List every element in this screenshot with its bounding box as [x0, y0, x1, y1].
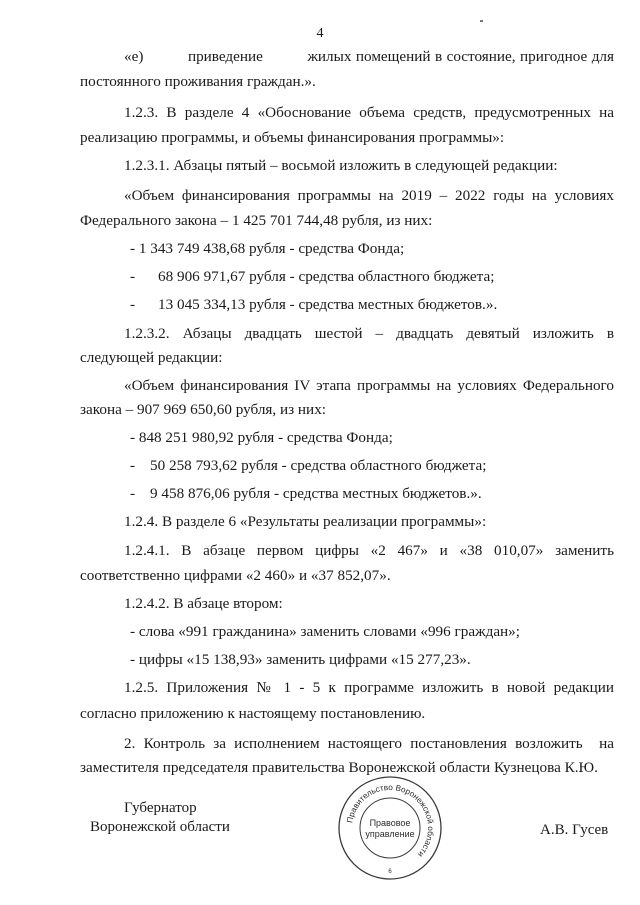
stamp-center-line-2: управление: [365, 829, 415, 839]
list-dash: -: [130, 296, 136, 313]
paragraph-line: Федерального закона – 1 425 701 744,48 рубля, из них:: [80, 212, 433, 229]
paragraph-line: 1.2.4. В разделе 6 «Результаты реализации программы»:: [124, 513, 487, 530]
list-dash: -: [130, 485, 136, 502]
paragraph-line: реализацию программы, и объемы финансирования программы»:: [80, 129, 505, 146]
list-item: - цифры «15 138,93» заменить цифрами «15 277,23».: [130, 651, 471, 668]
page-number: 4: [316, 26, 324, 41]
paragraph-line: следующей редакции:: [80, 349, 223, 366]
list-item: - 848 251 980,92 рубля - средства Фонда;: [130, 429, 393, 446]
paragraph-line: «Объем финансирования IV этапа программы на условиях Федерального: [124, 377, 614, 394]
paragraph-line: закона – 907 969 650,60 рубля, из них:: [80, 401, 327, 418]
paragraph-line: 1.2.4.2. В абзаце втором:: [124, 595, 283, 612]
list-item: [130, 484, 482, 504]
signatory-title: Губернатор: [124, 800, 197, 816]
paragraph-line: 2. Контроль за исполнением настоящего постановления возложить на: [124, 735, 614, 752]
signatory-region: Воронежской области: [90, 819, 230, 835]
paragraph-line: заместителя председателя правительства Воронежской области Кузнецова К.Ю.: [80, 759, 598, 776]
list-item-text: 9 458 876,06 рубля - средства местных бюджетов.».: [150, 485, 482, 502]
list-dash: -: [130, 268, 136, 285]
official-stamp: [337, 775, 443, 881]
paragraph-line: «Объем финансирования программы на 2019 – 2022 годы на условиях: [124, 187, 614, 204]
paragraph-line: 1.2.3.2. Абзацы двадцать шестой – двадцать девятый изложить в: [124, 325, 614, 342]
paragraph-line: постоянного проживания граждан.».: [80, 73, 316, 90]
list-item: [130, 295, 497, 315]
list-item-text: 13 045 334,13 рубля - средства местных бюджетов.».: [158, 296, 498, 313]
list-item: [130, 267, 494, 287]
list-item: [130, 456, 486, 476]
paragraph-line: согласно приложению к настоящему постановлению.: [80, 705, 426, 722]
list-item-text: 68 906 971,67 рубля - средства областного бюджета;: [158, 268, 495, 285]
paragraph-line: 1.2.5. Приложения № 1 - 5 к программе изложить в новой редакции: [124, 679, 614, 696]
stamp-bottom-mark: 6: [388, 869, 392, 875]
stamp-outer-circle: [339, 777, 441, 879]
stamp-center-line-1: Правовое: [369, 818, 411, 828]
paragraph-line: соответственно цифрами «2 460» и «37 852,07».: [80, 567, 391, 584]
list-dash: -: [130, 457, 136, 474]
stamp-inner-circle: [360, 798, 420, 858]
list-item: - слова «991 гражданина» заменить словами «996 граждан»;: [130, 623, 520, 640]
paragraph-line: 1.2.3.1. Абзацы пятый – восьмой изложить в следующей редакции:: [124, 157, 558, 174]
paragraph-line: 1.2.3. В разделе 4 «Обоснование объема средств, предусмотренных на: [124, 104, 614, 121]
stamp-ring-textpath: Правительство Воронежской области: [345, 782, 436, 859]
list-item-text: 50 258 793,62 рубля - средства областного бюджета;: [150, 457, 487, 474]
list-item: - 1 343 749 438,68 рубля - средства Фонда;: [130, 240, 405, 257]
signatory-name: А.В. Гусев: [540, 822, 609, 838]
scan-artifact: [480, 20, 483, 22]
paragraph-line: 1.2.4.1. В абзаце первом цифры «2 467» и «38 010,07» заменить: [124, 542, 614, 559]
paragraph-line: «е) приведение жилых помещений в состояние, пригодное для: [124, 48, 614, 65]
